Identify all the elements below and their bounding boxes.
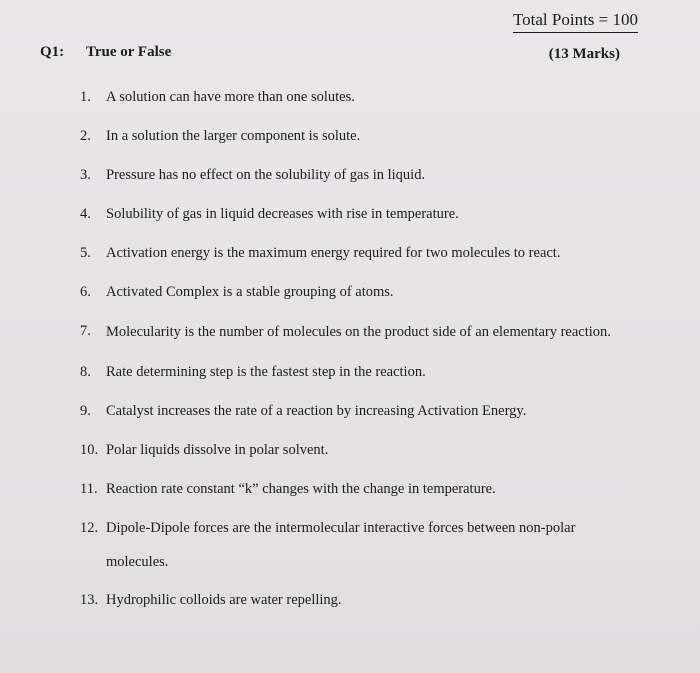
question-text: Molecularity is the number of molecules on the product side of an elementary reaction. (106, 324, 611, 340)
question-item (80, 125, 640, 147)
question-item (80, 511, 640, 579)
question-text: A solution can have more than one solutes. (106, 89, 355, 105)
question-number: 3. (80, 167, 91, 183)
question-list (80, 86, 640, 628)
question-number: 4. (80, 206, 91, 222)
question-number: 1. (80, 89, 91, 105)
question-text: In a solution the larger component is solute. (106, 128, 361, 144)
section-marks: (13 Marks) (548, 46, 620, 62)
question-item (80, 478, 640, 500)
question-item (80, 164, 640, 186)
section-title: True or False (86, 44, 172, 60)
question-label: Q1: (40, 44, 65, 60)
question-text: Polar liquids dissolve in polar solvent. (106, 442, 329, 458)
question-item (80, 400, 640, 422)
question-number: 10. (80, 442, 99, 458)
question-text: Hydrophilic colloids are water repelling. (106, 592, 342, 608)
question-item (80, 361, 640, 383)
question-number: 2. (80, 128, 91, 144)
question-text: Reaction rate constant “k” changes with the change in temperature. (106, 481, 496, 497)
question-number: 11. (80, 481, 98, 497)
total-points: Total Points = 100 (513, 10, 638, 33)
question-item (80, 203, 640, 225)
question-item (80, 281, 640, 303)
question-text: Activation energy is the maximum energy required for two molecules to react. (106, 245, 561, 261)
question-text: Activated Complex is a stable grouping of atoms. (106, 284, 394, 300)
question-number: 8. (80, 364, 91, 380)
question-number: 9. (80, 403, 91, 419)
question-item (80, 86, 640, 108)
question-text: Dipole-Dipole forces are the intermolecular interactive forces between non-polar molecules. (106, 520, 576, 570)
question-text: Pressure has no effect on the solubility of gas in liquid. (106, 167, 426, 183)
question-number: 7. (80, 323, 91, 339)
question-number: 6. (80, 284, 91, 300)
question-text: Solubility of gas in liquid decreases with rise in temperature. (106, 206, 459, 222)
question-item (80, 439, 640, 461)
question-text: Rate determining step is the fastest step in the reaction. (106, 364, 426, 380)
question-text: Catalyst increases the rate of a reaction by increasing Activation Energy. (106, 403, 527, 419)
question-number: 12. (80, 520, 99, 536)
question-item (80, 320, 640, 344)
question-number: 13. (80, 592, 99, 608)
question-item (80, 242, 640, 264)
question-number: 5. (80, 245, 91, 261)
question-item (80, 589, 640, 611)
